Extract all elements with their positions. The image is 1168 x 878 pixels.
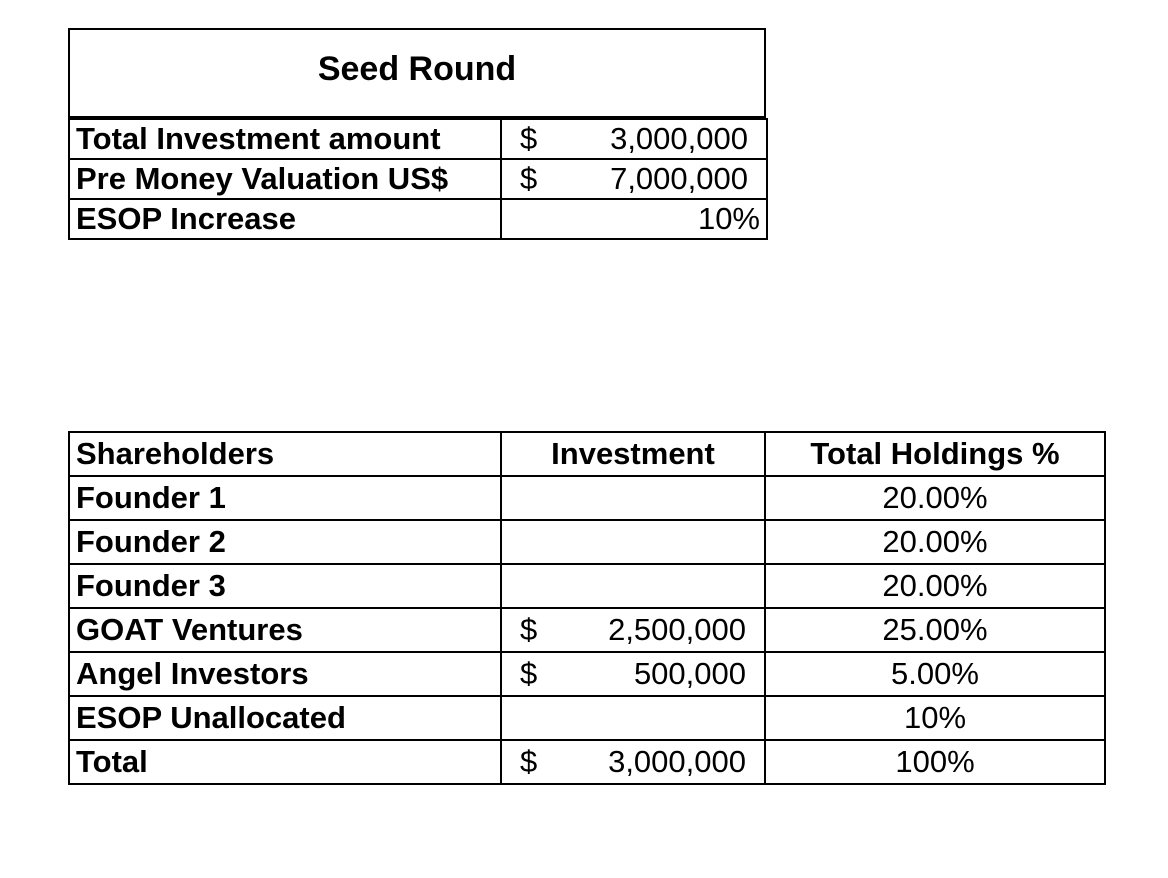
investment-cell xyxy=(501,476,765,520)
seed-round-table xyxy=(68,28,766,240)
shareholder-name: ESOP Unallocated xyxy=(69,696,501,740)
holdings-pct: 20.00% xyxy=(765,476,1105,520)
amount: 2,500,000 xyxy=(608,612,746,647)
shareholder-name: Total xyxy=(69,740,501,784)
row-value-cell xyxy=(501,159,767,199)
amount: 3,000,000 xyxy=(608,744,746,779)
currency-symbol: $ xyxy=(520,161,538,196)
header-total-holdings: Total Holdings % xyxy=(765,432,1105,476)
investment-cell xyxy=(501,608,765,652)
investment-cell xyxy=(501,652,765,696)
table-row xyxy=(69,476,1105,520)
cap-table xyxy=(68,431,1106,785)
table-row xyxy=(69,520,1105,564)
shareholder-name: Angel Investors xyxy=(69,652,501,696)
table-row xyxy=(69,696,1105,740)
holdings-pct: 10% xyxy=(765,696,1105,740)
seed-round-title: Seed Round xyxy=(68,28,766,118)
esop-increase-value: 10% xyxy=(501,199,767,239)
total-row xyxy=(69,740,1105,784)
holdings-pct: 25.00% xyxy=(765,608,1105,652)
investment-cell xyxy=(501,564,765,608)
row-label: ESOP Increase xyxy=(69,199,501,239)
investment-cell xyxy=(501,520,765,564)
row-label: Total Investment amount xyxy=(69,119,501,159)
row-label: Pre Money Valuation US$ xyxy=(69,159,501,199)
investment-cell xyxy=(501,696,765,740)
seed-row-esop-increase xyxy=(69,199,767,239)
currency-symbol: $ xyxy=(520,744,538,779)
table-row xyxy=(69,608,1105,652)
holdings-pct: 20.00% xyxy=(765,564,1105,608)
cap-table-header xyxy=(69,432,1105,476)
seed-row-total-investment xyxy=(69,119,767,159)
currency-symbol: $ xyxy=(520,121,538,156)
row-value-cell xyxy=(501,119,767,159)
shareholder-name: GOAT Ventures xyxy=(69,608,501,652)
amount: 500,000 xyxy=(633,656,746,691)
seed-row-pre-money-valuation xyxy=(69,159,767,199)
amount: 3,000,000 xyxy=(610,121,748,156)
shareholder-name: Founder 2 xyxy=(69,520,501,564)
shareholder-name: Founder 1 xyxy=(69,476,501,520)
holdings-pct: 5.00% xyxy=(765,652,1105,696)
header-shareholders: Shareholders xyxy=(69,432,501,476)
holdings-pct: 100% xyxy=(765,740,1105,784)
seed-round-terms xyxy=(68,118,768,240)
currency-symbol: $ xyxy=(520,612,538,647)
shareholder-name: Founder 3 xyxy=(69,564,501,608)
currency-symbol: $ xyxy=(520,656,538,691)
investment-cell xyxy=(501,740,765,784)
header-investment: Investment xyxy=(501,432,765,476)
amount: 7,000,000 xyxy=(610,161,748,196)
holdings-pct: 20.00% xyxy=(765,520,1105,564)
table-row xyxy=(69,652,1105,696)
table-row xyxy=(69,564,1105,608)
